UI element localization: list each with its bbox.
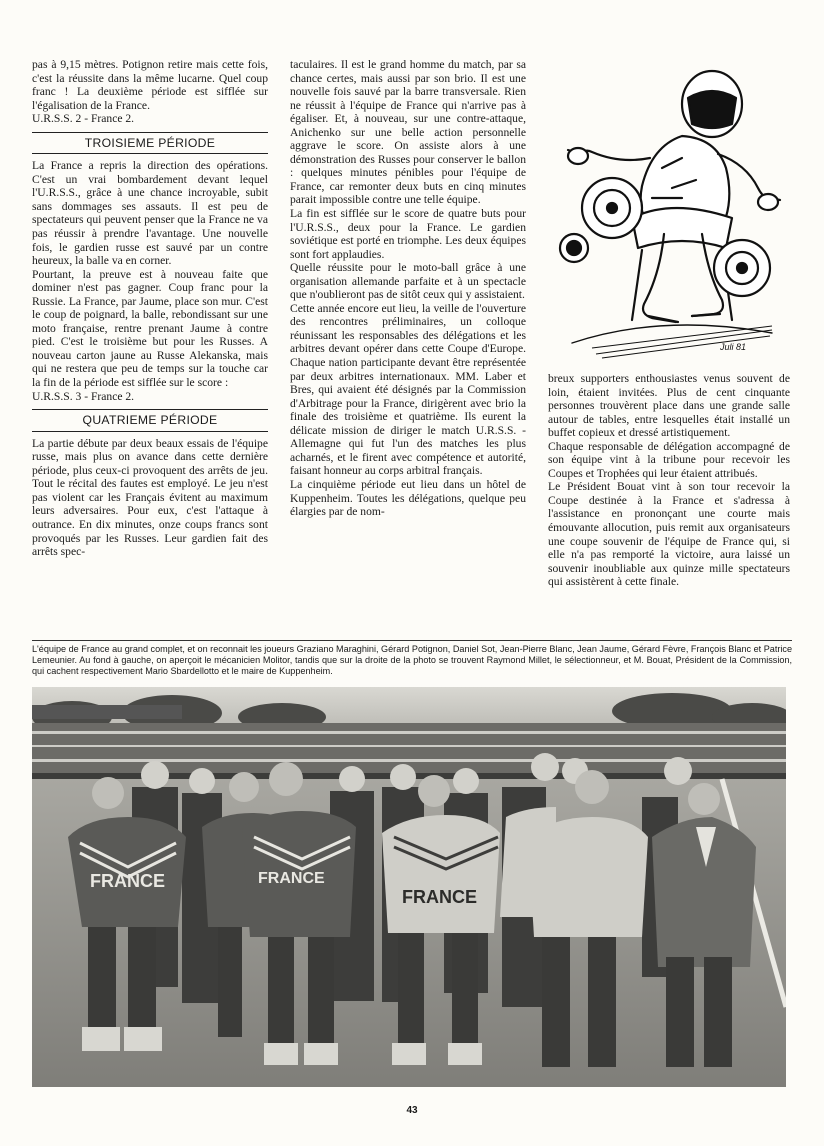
paragraph: La partie débute par deux beaux essais de l'équipe russe, mais plus on avance dans cette dernière période, plus ceux-ci provoquent des arrêts de jeu. Tout le récital des fautes est employé. Le jeu n'est pas violent car les Français évitent au maximum leurs adversaires. Pour eux, c'est l'attaque à outrance. En dix minutes, onze coups francs sont provoqués par les Russes. Leur gardien fait des arrêts spec- (32, 436, 268, 559)
jersey-text-france: FRANCE (402, 887, 477, 907)
caption-divider (32, 640, 792, 641)
paragraph: Quelle réussite pour le moto-ball grâce à une organisation allemande parfaite et à un spectacle que n'oublieront pas de sitôt ceux qui y assistaient. (290, 261, 526, 302)
photo-caption: L'équipe de France au grand complet, et on reconnait les joueurs Graziano Maraghini, Gérard Potignon, Daniel Sot, Jean-Pierre Blanc, Jean Jaume, Gérard Fèvre, François Blanc et Patrice Lemeunier. Au fond à gauche, on aperçoit le mécanicien Molitor, tandis que sur la droite de la photo se trouvent Raymond Millet, le sélectionneur, et M. Bouat, Président de la Commission, qui cachent respectivement Mario Sbardellotto et le maire de Kuppenheim. (32, 644, 792, 676)
paragraph: Pourtant, la preuve est à nouveau faite que dominer n'est pas gagner. Coup franc pour la Russie. La France, par Jaume, place son mur. C'est le coup de poignard, la balle, rebondissant sur une moto française, rentre prenant Jaume à contre pied. C'est le troisième but pour les Russes. A nouveau carton jaune au Russe Alekanska, mais qui ne restera que peu de temps sur la touche car la fin de la période est sifflée sur le score : (32, 267, 268, 390)
cartoon-signature: Juli 81 (720, 342, 747, 352)
motoball-rider-cartoon (552, 58, 790, 364)
paragraph: breux supporters enthousiastes venus souvent de loin, étaient invitées. Plus de cent cinquante personnes trouvèrent place dans une grande salle autour de tables, entre lesquelles était installé un buffet copieux et dressé artistiquement. (548, 372, 790, 440)
paragraph: Chaque responsable de délégation accompagné de son équipe vint à la tribune pour recevoir les Coupes et Trophées qui leur étaient attribués. (548, 439, 790, 480)
score-line: U.R.S.S. 2 - France 2. (32, 112, 135, 126)
text-column-3 (548, 372, 790, 589)
text-column-2 (290, 58, 526, 519)
paragraph: Cette année encore eut lieu, la veille de l'ouverture des rencontres préliminaires, un colloque réunissant les responsables des délégations et les arbitres devant opérer dans cette Coupe d'Europe. Chaque nation participante devant être représentée par deux arbitres internationaux. MM. Laber et Bres, qui avaient été désignés par la Commission d'Arbitrage pour la France, dirigèrent avec brio la finale des troisième et quatrième. Ils eurent la délicate mission de diriger le match U.R.S.S. - Allemagne qui fut l'un des matches les plus acharnés, et le firent avec compétence et autorité, faisant honneur au corps arbitral français. (290, 301, 526, 478)
section-heading-third-period: TROISIEME PÉRIODE (32, 132, 268, 155)
paragraph: Le Président Bouat vint à son tour recevoir la Coupe destinée à la France et s'adressa à l'assistance en prononçant une courte mais émouvante allocution, puis remit aux organisateurs une coupe souvenir de l'équipe de France qui, si elle n'a pas remporté la victoire, aura laissé un souvenir inoubliable aux quinze mille spectateurs qui assistèrent à cette finale. (548, 480, 790, 589)
jersey-text-france: FRANCE (90, 871, 165, 891)
paragraph: La cinquième période eut lieu dans un hôtel de Kuppenheim. Toutes les délégations, quelque peu élargies par de nom- (290, 477, 526, 519)
team-photo (32, 687, 786, 1087)
score-line: U.R.S.S. 3 - France 2. (32, 389, 135, 403)
jersey-text-france: FRANCE (258, 870, 325, 887)
paragraph: La France a repris la direction des opérations. C'est un vrai bombardement devant lequel l'U.R.S.S., grâce à une chance incroyable, subit sans dommages ses assauts. Il est peu de spectateurs qui peuvent penser que la France ne va pas réussir à prendre l'avantage. Une nouvelle fois, le gardien russe est sauvé par un contre heureux, la balle va en corner. (32, 159, 268, 268)
text-column-1 (32, 58, 268, 559)
paragraph: La fin est sifflée sur le score de quatre buts pour l'U.R.S.S., deux pour la France. Le gardien soviétique est porté en triomphe. Les deux équipes sont fort applaudies. (290, 207, 526, 261)
paragraph: pas à 9,15 mètres. Potignon retire mais cette fois, c'est la réussite dans la même lucarne. Quel coup franc ! La deuxième période est sifflée sur l'égalisation de la France. (32, 58, 268, 112)
section-heading-fourth-period: QUATRIEME PÉRIODE (32, 409, 268, 432)
paragraph: taculaires. Il est le grand homme du match, par sa chance certes, mais aussi par son brio. Il est une nouvelle fois sauvé par la barre transversale. Rien ne réussit à l'équipe de France qui n'arrive pas à égaliser. Et, à nouveau, sur une contre-attaque, Anichenko sur une belle action personnelle aggrave le score. On assiste alors à une démonstration des Russes pour conserver le ballon : quelques minutes pénibles pour l'équipe de France, car remonter deux buts en cinq minutes parait impossible contre une telle équipe. (290, 58, 526, 207)
page-number: 43 (406, 1105, 418, 1116)
